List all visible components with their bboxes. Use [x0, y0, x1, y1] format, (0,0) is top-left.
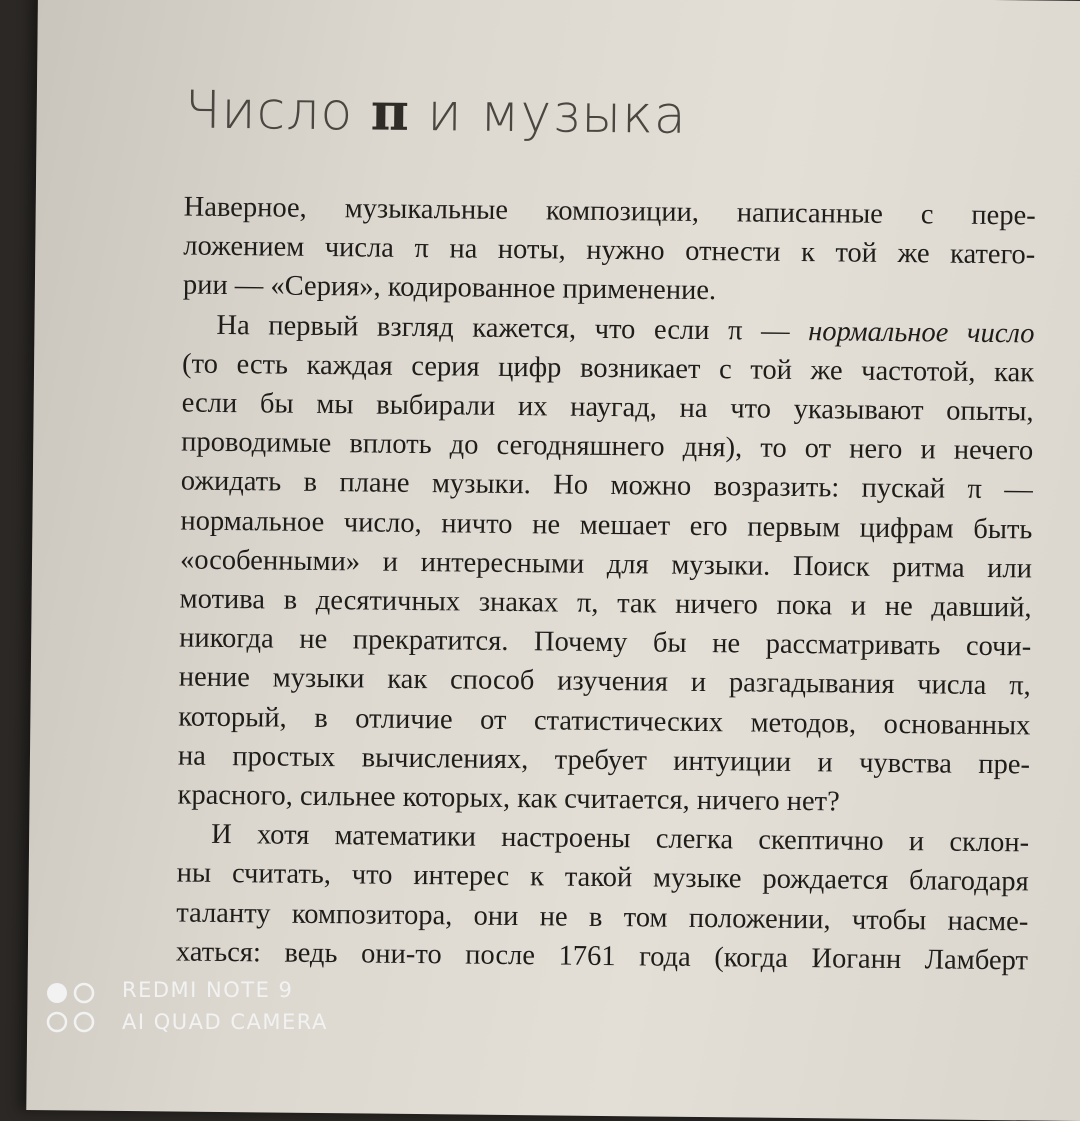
pi-symbol: π: [370, 81, 411, 143]
chapter-title: [184, 80, 985, 149]
text-line: ложением числа π на ноты, нужно отнести к той же катего-: [183, 230, 1036, 271]
book-page: [26, 0, 1080, 1121]
text-fragment: На первый взгляд кажется, что если π —: [216, 309, 790, 347]
chapter-title-suffix: и музыка: [427, 83, 688, 146]
text-line: Наверное, музыкальные композиции, написанные с пере-: [183, 191, 1036, 232]
text-line: И хотя математики настроены слегка скептично и склон-: [211, 819, 1030, 859]
text-line: ожидать в плане музыки. Но можно возразить: пускай π —: [180, 465, 1033, 506]
text-line: проводимые вплоть до сегодняшнего дня), то от него и нечего: [181, 426, 1034, 467]
quad-camera-logo-icon: [44, 978, 104, 1038]
text-line: нормальное число, ничто не мешает его первым цифрам быть: [180, 505, 1033, 546]
text-line: рии — «Серия», кодированное применение.: [182, 269, 717, 307]
chapter-title-prefix: Число: [184, 80, 354, 143]
text-line: нение музыки как способ изучения и разгадывания числа π,: [178, 661, 1031, 702]
text-line: на простых вычислениях, требует интуиции и чувства пре-: [177, 740, 1031, 781]
text-line: мотива в десятичных знаках π, так ничего пока и не давший,: [179, 583, 1032, 624]
text-line: если бы мы выбирали их наугад, на что указывают опыты,: [181, 387, 1034, 428]
body-text: [176, 188, 1036, 981]
text-line: (то есть каждая серия цифр возникает с той же частотой, как: [181, 348, 1035, 389]
text-line: хаться: ведь они-то после 1761 года (когда Иоганн Ламберт: [175, 936, 1029, 977]
text-line: ны считать, что интерес к такой музыке рождается благодаря: [176, 857, 1029, 898]
italic-term: нормальное число: [808, 315, 1035, 350]
text-line: красного, сильнее которых, как считается, ничего нет?: [177, 779, 840, 818]
text-line: который, в отличие от статистических методов, основанных: [178, 701, 1031, 742]
camera-watermark: [44, 978, 444, 1038]
text-line: «особенными» и интересными для музыки. Поиск ритма или: [179, 544, 1033, 585]
text-line: таланту композитора, они не в том положении, чтобы насме-: [176, 897, 1029, 938]
watermark-model: REDMI NOTE 9: [122, 978, 294, 1002]
watermark-camera: AI QUAD CAMERA: [122, 1010, 328, 1034]
text-line: никогда не прекратится. Почему бы не рассматривать сочи-: [179, 622, 1032, 663]
